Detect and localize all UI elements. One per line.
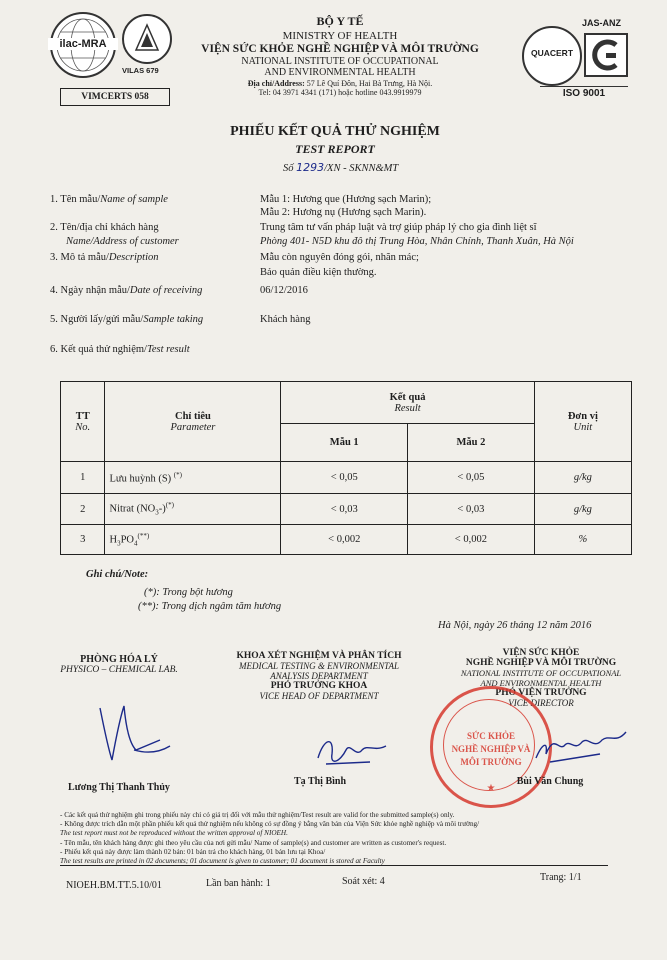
info-value-1b bbox=[260, 207, 426, 218]
lab-title-vn: PHÒNG HÓA LÝ bbox=[80, 654, 158, 665]
dept-title-1: KHOA XÉT NGHIỆM VÀ PHÂN TÍCH bbox=[236, 651, 402, 661]
row-1-unit: g/kg bbox=[534, 462, 631, 494]
report-title-vn: PHIẾU KẾT QUẢ THỬ NGHIỆM bbox=[230, 124, 440, 139]
info-value-5: Khách hàng bbox=[260, 314, 311, 325]
report-title-en: TEST REPORT bbox=[295, 142, 375, 156]
row-2-tt: 2 bbox=[61, 494, 105, 525]
address-line bbox=[175, 79, 505, 88]
footnote-1: - Các kết quả thử nghiệm ghi trong phiếu này chỉ có giá trị đối với mẫu thử nghiệm/Test result are valid for the submitted sample(s) only. bbox=[60, 811, 455, 819]
inst-title-5: PHÓ VIỆN TRƯỞNG bbox=[495, 688, 587, 698]
header-tt: TT bbox=[75, 410, 90, 422]
table-row bbox=[61, 525, 632, 555]
row-3-unit: % bbox=[534, 525, 631, 555]
info-label-6 bbox=[50, 344, 190, 355]
info-value-1b-text: Mẫu 2: Hương nụ (Hương sạch Marin). bbox=[260, 207, 427, 218]
header-result-en: Result bbox=[394, 402, 421, 414]
signature-block-lab bbox=[44, 654, 194, 675]
row-3-param-text: H bbox=[109, 534, 118, 546]
footnotes bbox=[60, 811, 640, 866]
vimcerts-box: VIMCERTS 058 bbox=[60, 88, 170, 106]
row-1-param bbox=[105, 462, 281, 494]
stamp-text-2: NGHỀ NGHIỆP VÀ bbox=[451, 744, 531, 754]
row-1-tt: 1 bbox=[61, 462, 105, 494]
info-label-5-vn: 5. Người lấy/gửi mẫu/ bbox=[50, 314, 144, 325]
header-line-5: AND ENVIRONMENTAL HEALTH bbox=[264, 67, 416, 78]
lab-signature bbox=[90, 698, 180, 768]
jas-anz-label: JAS-ANZ bbox=[582, 18, 622, 28]
info-label-3 bbox=[50, 252, 159, 263]
note-2: (**): Trong dịch ngâm tăm hương bbox=[138, 601, 282, 612]
institute-signature bbox=[530, 724, 630, 772]
row-2-param-sup: (*) bbox=[165, 501, 174, 510]
inst-title-3: NATIONAL INSTITUTE OF OCCUPATIONAL bbox=[460, 668, 622, 678]
table-row bbox=[61, 494, 632, 525]
header-result-vn: Kết quả bbox=[389, 391, 426, 403]
footer-review: Soát xét: 4 bbox=[342, 876, 385, 887]
vilas-number: VILAS 679 bbox=[122, 66, 159, 75]
dept-title-4: PHÓ TRƯỞNG KHOA bbox=[270, 681, 368, 691]
note-1: (*): Trong bột hương bbox=[144, 587, 233, 598]
table-row bbox=[61, 462, 632, 494]
header-param-en: Parameter bbox=[170, 421, 216, 433]
info-label-4-vn: 4. Ngày nhận mẫu/ bbox=[50, 285, 130, 296]
footnote-5: - Phiếu kết quả này được làm thành 02 bản: 01 bản trả cho khách hàng, 01 bản lưu tại Khoa/ bbox=[60, 847, 326, 856]
row-1-param-sup: (*) bbox=[173, 470, 182, 479]
stamp-text-1: SỨC KHỎE bbox=[467, 731, 515, 741]
tel-line: Tel: 04 3971 4341 (171) hoặc hotline 043.9919979 bbox=[258, 88, 422, 97]
jas-anz-logo bbox=[584, 33, 628, 77]
header-unit-vn: Đơn vị bbox=[567, 410, 598, 422]
header-line-1: BỘ Y TẾ bbox=[316, 14, 364, 28]
info-label-5-en: Sample taking bbox=[143, 314, 204, 325]
info-label-4 bbox=[50, 285, 202, 296]
row-3-param-post: PO bbox=[120, 534, 135, 546]
header-m1: Mẫu 1 bbox=[281, 424, 408, 462]
info-value-1a-text: Mẫu 1: Hương que (Hương sạch Marin); bbox=[260, 194, 432, 205]
ilac-mra-logo bbox=[50, 12, 116, 78]
address-text: 57 Lê Quí Đôn, Hai Bà Trưng, Hà Nội. bbox=[304, 79, 433, 88]
footer-divider bbox=[60, 865, 608, 866]
info-label-3-vn: 3. Mô tả mẫu/ bbox=[50, 252, 109, 263]
row-3-param-sub: 3 bbox=[117, 539, 121, 548]
institute-signer-name: Bùi Văn Chung bbox=[516, 776, 584, 787]
row-2-m1: < 0,03 bbox=[281, 494, 408, 525]
table-header-row-1 bbox=[61, 382, 632, 424]
row-3-param-sub2: 4 bbox=[134, 539, 138, 548]
quacert-label: QUACERT bbox=[530, 48, 574, 58]
header-line-4: NATIONAL INSTITUTE OF OCCUPATIONAL bbox=[241, 56, 439, 67]
signature-block-dept bbox=[205, 651, 433, 701]
results-table bbox=[60, 381, 632, 555]
report-number-suffix: /XN - SKNN&MT bbox=[324, 163, 399, 174]
row-1-m2: < 0,05 bbox=[408, 462, 535, 494]
info-label-1 bbox=[50, 194, 168, 205]
info-value-4: 06/12/2016 bbox=[260, 285, 308, 296]
info-label-2: 2. Tên/địa chỉ khách hàng bbox=[50, 222, 159, 233]
header-result-cell bbox=[281, 382, 534, 424]
report-number-prefix: Số bbox=[283, 163, 297, 174]
footnote-2: - Không được trích dẫn một phần phiếu kết quả thử nghiệm nếu không có sự đồng ý bằng văn bản của Viện Sức khỏe nghề nghiệp và môi trường/ bbox=[60, 820, 480, 829]
stamp-text-3: MÔI TRƯỜNG bbox=[460, 757, 522, 767]
footer-page: Trang: 1/1 bbox=[540, 872, 582, 883]
info-value-1a bbox=[260, 194, 431, 205]
dept-title-3: ANALYSIS DEPARTMENT bbox=[270, 671, 368, 681]
inst-title-1: VIỆN SỨC KHỎE bbox=[502, 648, 580, 658]
row-2-param-text: Nitrat (NO bbox=[109, 503, 156, 515]
header-m2: Mẫu 2 bbox=[408, 424, 535, 462]
inst-title-2: NGHỀ NGHIỆP VÀ MÔI TRƯỜNG bbox=[465, 658, 617, 668]
row-2-param-post: -) bbox=[158, 503, 166, 515]
info-value-3a: Mẫu còn nguyên đóng gói, nhãn mác; bbox=[260, 252, 419, 263]
header-param-cell bbox=[105, 382, 281, 462]
dept-signer-name: Tạ Thị Bình bbox=[293, 776, 347, 787]
ilac-label: ilac-MRA bbox=[48, 38, 118, 50]
lab-signer-name: Lương Thị Thanh Thủy bbox=[68, 782, 170, 793]
row-3-param-sup: (**) bbox=[137, 531, 150, 540]
iso-box: ISO 9001 bbox=[540, 86, 628, 99]
boa-emblem-icon bbox=[124, 16, 170, 62]
info-label-2-en: Name/Address of customer bbox=[66, 236, 179, 247]
info-label-3-en: Description bbox=[108, 252, 159, 263]
lab-title-en: PHYSICO – CHEMICAL LAB. bbox=[60, 665, 178, 675]
row-3-tt: 3 bbox=[61, 525, 105, 555]
row-1-m1: < 0,05 bbox=[281, 462, 408, 494]
header-no: No. bbox=[75, 421, 91, 433]
quacert-logo bbox=[522, 26, 582, 86]
row-3-param bbox=[105, 525, 281, 555]
row-3-m2: < 0,002 bbox=[408, 525, 535, 555]
footnote-6: The test results are printed in 02 documents; 01 document is given to customer; 01 document is stored at Faculty bbox=[60, 857, 385, 866]
address-label: Địa chỉ/Address: bbox=[247, 79, 305, 88]
row-2-param bbox=[105, 494, 281, 525]
footer-code: NIOEH.BM.TT.5.10/01 bbox=[66, 880, 162, 891]
row-1-param-text: Lưu huỳnh (S) bbox=[109, 473, 172, 485]
dept-title-2: MEDICAL TESTING & ENVIRONMENTAL bbox=[239, 661, 399, 671]
row-2-param-sub: 3 bbox=[155, 508, 159, 517]
info-label-1-vn: 1. Tên mẫu/ bbox=[50, 194, 101, 205]
inst-title-4: AND ENVIRONMENTAL HEALTH bbox=[480, 678, 602, 688]
footer-issue: Lần ban hành: 1 bbox=[206, 878, 271, 889]
date-line: Hà Nội, ngày 26 tháng 12 năm 2016 bbox=[438, 620, 592, 631]
row-2-unit: g/kg bbox=[534, 494, 631, 525]
header-unit-cell bbox=[534, 382, 631, 462]
footnote-4: - Tên mẫu, tên khách hàng được ghi theo yêu cầu của nơi gửi mẫu/ Name of sample(s) and customer are written as customer's request. bbox=[60, 838, 447, 847]
report-number bbox=[283, 161, 398, 174]
jas-anz-emblem-icon bbox=[586, 35, 626, 75]
info-label-5 bbox=[50, 314, 203, 325]
report-number-handwritten: 1293 bbox=[296, 161, 325, 174]
notes-title: Ghi chú/Note: bbox=[86, 569, 149, 580]
info-label-4-en: Date of receiving bbox=[129, 285, 203, 296]
dept-signature bbox=[310, 728, 400, 773]
header-param-vn: Chỉ tiêu bbox=[175, 410, 211, 422]
row-3-m1: < 0,002 bbox=[281, 525, 408, 555]
header-line-2: MINISTRY OF HEALTH bbox=[282, 30, 398, 42]
info-label-1-en: Name of sample bbox=[100, 194, 168, 205]
info-value-3b: Bảo quản điều kiện thường. bbox=[260, 267, 377, 278]
institute-header bbox=[175, 14, 505, 97]
info-value-2b: Phòng 401- N5D khu đô thị Trung Hòa, Nhân Chính, Thanh Xuân, Hà Nội bbox=[260, 236, 574, 247]
header-unit-en: Unit bbox=[573, 421, 593, 433]
footnote-3: The test report must not be reproduced without the written approval of NIOEH. bbox=[60, 829, 288, 838]
info-value-2a: Trung tâm tư vấn pháp luật và trợ giúp pháp lý cho gia đình liệt sĩ bbox=[260, 222, 537, 233]
info-label-6-vn: 6. Kết quả thử nghiệm/ bbox=[50, 344, 147, 355]
header-line-3: VIỆN SỨC KHỎE NGHỀ NGHIỆP VÀ MÔI TRƯỜNG bbox=[201, 43, 479, 55]
info-label-6-en: Test result bbox=[146, 344, 190, 355]
row-2-m2: < 0,03 bbox=[408, 494, 535, 525]
stamp-star-icon: ★ bbox=[486, 783, 496, 794]
inst-title-6: VICE DIRECTOR bbox=[508, 698, 574, 708]
boa-logo bbox=[122, 14, 172, 64]
dept-title-5: VICE HEAD OF DEPARTMENT bbox=[259, 691, 379, 701]
header-tt-cell bbox=[61, 382, 105, 462]
